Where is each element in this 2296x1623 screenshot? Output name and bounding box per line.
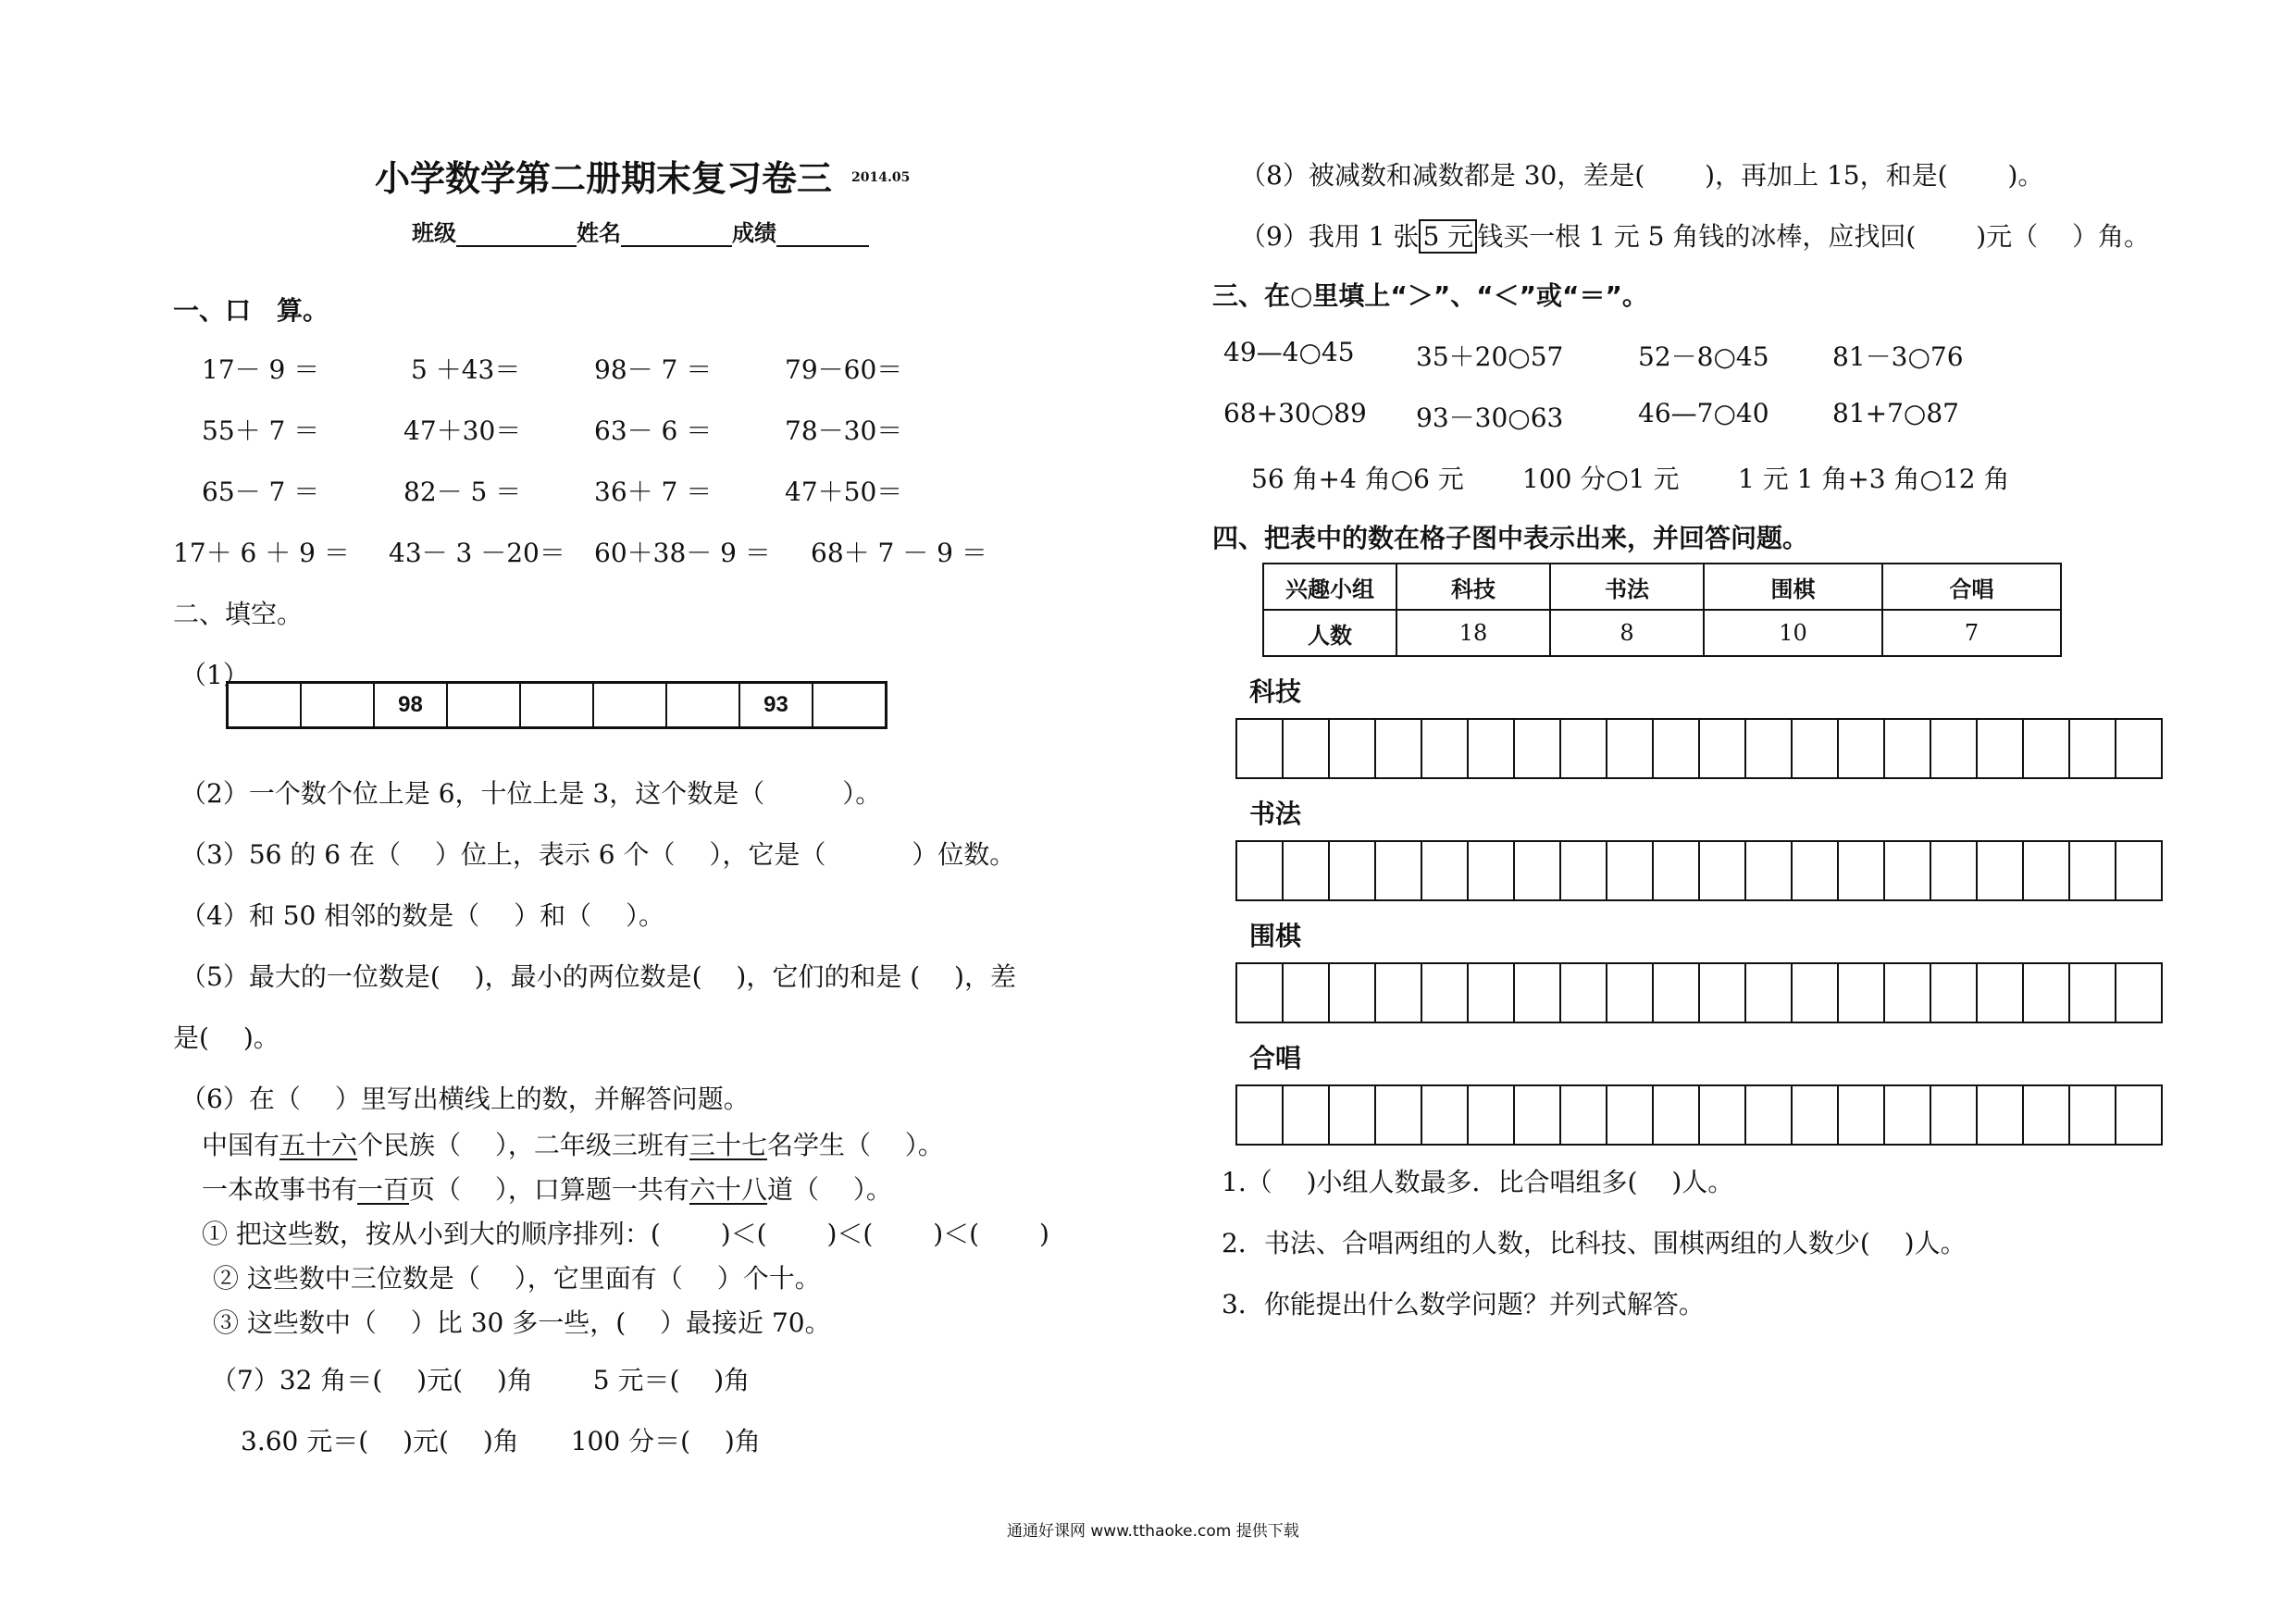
- grid-cell[interactable]: [1237, 720, 1284, 777]
- section4-question: 1.（ )小组人数最多．比合唱组多( )人。: [1222, 1167, 1734, 1197]
- grid-cell[interactable]: [1376, 842, 1422, 899]
- grid-cell[interactable]: [1376, 964, 1422, 1022]
- grid-cell[interactable]: [1330, 842, 1376, 899]
- table-header-cell: 合唱: [1882, 564, 2061, 610]
- text: 个民族（ ），二年级三班有: [357, 1130, 689, 1160]
- grid-cell[interactable]: [1515, 964, 1561, 1022]
- grid-row-weiqi[interactable]: [1235, 962, 2163, 1023]
- compare-item: 52－8○45: [1638, 341, 1769, 372]
- section4-question: 2．书法、合唱两组的人数，比科技、围棋两组的人数少( )人。: [1222, 1228, 1967, 1258]
- grid-cell[interactable]: [1469, 964, 1515, 1022]
- number-box: 93: [740, 684, 813, 726]
- oral-item: 98－ 7 ＝: [594, 354, 713, 385]
- grid-cell[interactable]: [1330, 1086, 1376, 1144]
- grid-cell[interactable]: [2116, 720, 2161, 777]
- underlined-number: 三十七: [689, 1130, 767, 1160]
- footer-source: 通通好课网 www.tthaoke.com 提供下载: [1007, 1522, 1299, 1541]
- grid-cell[interactable]: [1422, 964, 1469, 1022]
- oral-item: 17＋ 6 ＋ 9 ＝: [173, 538, 350, 568]
- grid-cell[interactable]: [1561, 842, 1607, 899]
- oral-item: 47＋50＝: [785, 477, 903, 507]
- oral-item: 63－ 6 ＝: [594, 415, 713, 446]
- grid-cell[interactable]: [1931, 720, 1978, 777]
- grid-cell[interactable]: [2070, 1086, 2116, 1144]
- underlined-number: 五十六: [279, 1130, 358, 1160]
- grid-cell[interactable]: [1700, 964, 1746, 1022]
- question-7: （7）32 角＝( )元( )角 5 元＝( )角: [211, 1365, 751, 1395]
- grid-row-keji[interactable]: [1235, 718, 2163, 779]
- compare-item: 81+7○87: [1832, 398, 1959, 428]
- question-6-item2: ② 这些数中三位数是（ ），它里面有（ ）个十。: [213, 1263, 821, 1294]
- compare-item: 1 元 1 角+3 角○12 角: [1738, 464, 2010, 494]
- student-info-fields: [412, 215, 869, 247]
- grid-cell[interactable]: [1839, 720, 1885, 777]
- grid-cell[interactable]: [2070, 964, 2116, 1022]
- page-title: 小学数学第二册期末复习卷三: [375, 158, 833, 199]
- q1-label: （1）: [180, 660, 249, 690]
- number-box[interactable]: [521, 684, 594, 726]
- grid-cell[interactable]: [1793, 720, 1839, 777]
- score-label: 成绩: [732, 220, 776, 246]
- question-6-line2: [202, 1170, 892, 1207]
- oral-item: 78－30＝: [785, 415, 903, 446]
- grid-cell[interactable]: [1793, 964, 1839, 1022]
- table-header-cell: 围棋: [1704, 564, 1882, 610]
- grid-cell[interactable]: [1284, 842, 1330, 899]
- grid-cell[interactable]: [2024, 842, 2070, 899]
- grid-cell[interactable]: [1376, 1086, 1422, 1144]
- question-7-cont: 3.60 元＝( )元( )角 100 分＝( )角: [241, 1426, 761, 1456]
- number-box[interactable]: [667, 684, 740, 726]
- grid-cell[interactable]: [1839, 842, 1885, 899]
- grid-cell[interactable]: [2116, 842, 2161, 899]
- grid-cell[interactable]: [1885, 1086, 1931, 1144]
- grid-cell[interactable]: [1746, 964, 1793, 1022]
- number-box[interactable]: [302, 684, 375, 726]
- grid-cell[interactable]: [1284, 720, 1330, 777]
- question-6: （6）在（ ）里写出横线上的数，并解答问题。: [180, 1084, 750, 1114]
- score-blank: [776, 223, 869, 247]
- table-cell: 10: [1704, 610, 1882, 656]
- table-header-cell: 书法: [1550, 564, 1704, 610]
- compare-item: 49—4○45: [1223, 337, 1355, 367]
- grid-cell[interactable]: [1885, 842, 1931, 899]
- grid-cell[interactable]: [1469, 720, 1515, 777]
- question-6-item3: ③ 这些数中（ ）比 30 多一些，( ）最接近 70。: [213, 1307, 831, 1338]
- table-cell: 8: [1550, 610, 1704, 656]
- text: （9）我用 1 张: [1240, 221, 1420, 252]
- grid-cell[interactable]: [1931, 1086, 1978, 1144]
- grid-cell[interactable]: [1654, 842, 1700, 899]
- grid-cell[interactable]: [1469, 1086, 1515, 1144]
- underlined-number: 一百: [357, 1174, 410, 1205]
- number-box[interactable]: [229, 684, 302, 726]
- grid-label: 书法: [1249, 799, 1302, 829]
- grid-cell[interactable]: [2024, 964, 2070, 1022]
- section3-heading: 三、在○里填上“＞”、“＜”或“＝”。: [1212, 280, 1648, 311]
- grid-cell[interactable]: [1237, 1086, 1284, 1144]
- table-row: [1263, 564, 2061, 610]
- grid-cell[interactable]: [1237, 842, 1284, 899]
- grid-row-shufa[interactable]: [1235, 840, 2163, 901]
- interest-group-table: [1262, 563, 2062, 657]
- oral-item: 79－60＝: [785, 354, 903, 385]
- number-box[interactable]: [813, 684, 885, 726]
- oral-item: 82－ 5 ＝: [403, 477, 522, 507]
- grid-cell[interactable]: [1654, 720, 1700, 777]
- grid-cell[interactable]: [2070, 720, 2116, 777]
- oral-item: 17－ 9 ＝: [202, 354, 320, 385]
- question-9: [1240, 217, 2150, 254]
- number-sequence-boxes: [226, 681, 887, 729]
- question-8: （8）被减数和减数都是 30，差是( )，再加上 15，和是( )。: [1240, 160, 2044, 191]
- grid-label: 科技: [1249, 676, 1302, 707]
- text: 一本故事书有: [202, 1174, 358, 1205]
- oral-item: 47＋30＝: [403, 415, 522, 446]
- grid-cell[interactable]: [1422, 720, 1469, 777]
- question-5: （5）最大的一位数是( )，最小的两位数是( )，它们的和是 ( )，差: [180, 961, 1016, 992]
- section4-question: 3．你能提出什么数学问题？并列式解答。: [1222, 1289, 1705, 1319]
- table-header-cell: 科技: [1396, 564, 1550, 610]
- question-5-cont: 是( )。: [173, 1022, 279, 1053]
- grid-cell[interactable]: [1700, 720, 1746, 777]
- text: 页（ ），口算题一共有: [409, 1174, 689, 1205]
- grid-cell[interactable]: [1839, 1086, 1885, 1144]
- question-4: （4）和 50 相邻的数是（ ）和（ ）。: [180, 900, 665, 931]
- grid-cell[interactable]: [1978, 964, 2024, 1022]
- grid-cell[interactable]: [1284, 964, 1330, 1022]
- question-6-item1: ① 把这些数，按从小到大的顺序排列：( )＜( )＜( )＜( ): [202, 1219, 1049, 1249]
- text: 中国有: [202, 1130, 280, 1160]
- compare-item: 100 分○1 元: [1522, 464, 1680, 494]
- grid-cell[interactable]: [1561, 964, 1607, 1022]
- grid-cell[interactable]: [1654, 1086, 1700, 1144]
- grid-cell[interactable]: [1885, 720, 1931, 777]
- compare-item: 68+30○89: [1223, 398, 1367, 428]
- grid-cell[interactable]: [1515, 720, 1561, 777]
- grid-cell[interactable]: [1561, 1086, 1607, 1144]
- grid-cell[interactable]: [1376, 720, 1422, 777]
- class-blank: [456, 223, 577, 247]
- boxed-banknote: 5 元: [1419, 219, 1477, 254]
- question-6-line1: [202, 1125, 944, 1162]
- grid-cell[interactable]: [2024, 1086, 2070, 1144]
- compare-item: 35＋20○57: [1416, 341, 1564, 372]
- grid-cell[interactable]: [1978, 842, 2024, 899]
- grid-cell[interactable]: [1746, 720, 1793, 777]
- oral-item: 68＋ 7 － 9 ＝: [811, 538, 987, 568]
- text: 名学生（ ）。: [766, 1130, 944, 1160]
- oral-item: 5 ＋43＝: [411, 354, 521, 385]
- grid-cell[interactable]: [1931, 842, 1978, 899]
- grid-cell[interactable]: [1885, 964, 1931, 1022]
- grid-cell[interactable]: [1700, 842, 1746, 899]
- oral-item: 43－ 3 －20＝: [389, 538, 565, 568]
- grid-cell[interactable]: [2116, 1086, 2161, 1144]
- section1-heading: 一、口 算。: [173, 295, 329, 326]
- grid-cell[interactable]: [1330, 720, 1376, 777]
- compare-item: 81－3○76: [1832, 341, 1964, 372]
- grid-cell[interactable]: [1237, 964, 1284, 1022]
- grid-cell[interactable]: [1978, 720, 2024, 777]
- compare-item: 46—7○40: [1638, 398, 1769, 428]
- grid-cell[interactable]: [1422, 842, 1469, 899]
- question-2: （2）一个数个位上是 6，十位上是 3，这个数是（ ）。: [180, 778, 882, 809]
- grid-cell[interactable]: [1515, 1086, 1561, 1144]
- grid-cell[interactable]: [1284, 1086, 1330, 1144]
- oral-item: 60＋38－ 9 ＝: [594, 538, 771, 568]
- question-3: （3）56 的 6 在（ ）位上，表示 6 个（ ），它是（ ）位数。: [180, 839, 1016, 870]
- number-box: 98: [375, 684, 448, 726]
- compare-item: 56 角+4 角○6 元: [1251, 464, 1464, 494]
- grid-cell[interactable]: [1561, 720, 1607, 777]
- grid-cell[interactable]: [1607, 964, 1654, 1022]
- grid-cell[interactable]: [2116, 964, 2161, 1022]
- grid-cell[interactable]: [1839, 964, 1885, 1022]
- table-cell: 人数: [1263, 610, 1396, 656]
- grid-cell[interactable]: [1793, 1086, 1839, 1144]
- underlined-number: 六十八: [689, 1174, 767, 1205]
- grid-label: 合唱: [1249, 1043, 1302, 1073]
- table-cell: 7: [1882, 610, 2061, 656]
- grid-cell[interactable]: [1330, 964, 1376, 1022]
- number-box[interactable]: [594, 684, 667, 726]
- section2-heading: 二、填空。: [173, 599, 304, 629]
- grid-label: 围棋: [1249, 921, 1302, 951]
- text: 钱买一根 1 元 5 角钱的冰棒，应找回( )元（ ）角。: [1477, 221, 2151, 252]
- grid-cell[interactable]: [1978, 1086, 2024, 1144]
- section4-heading: 四、把表中的数在格子图中表示出来，并回答问题。: [1212, 523, 1809, 553]
- table-header-cell: 兴趣小组: [1263, 564, 1396, 610]
- grid-cell[interactable]: [1515, 842, 1561, 899]
- grid-cell[interactable]: [1793, 842, 1839, 899]
- compare-item: 93－30○63: [1416, 403, 1564, 433]
- number-box[interactable]: [448, 684, 521, 726]
- oral-item: 36＋ 7 ＝: [594, 477, 713, 507]
- grid-cell[interactable]: [2070, 842, 2116, 899]
- oral-item: 55＋ 7 ＝: [202, 415, 320, 446]
- class-label: 班级: [412, 220, 456, 246]
- grid-cell[interactable]: [1931, 964, 1978, 1022]
- grid-cell[interactable]: [1469, 842, 1515, 899]
- grid-cell[interactable]: [1607, 1086, 1654, 1144]
- grid-cell[interactable]: [1607, 720, 1654, 777]
- grid-cell[interactable]: [1607, 842, 1654, 899]
- grid-cell[interactable]: [1700, 1086, 1746, 1144]
- exam-date: 2014.05: [851, 170, 911, 185]
- table-row: [1263, 610, 2061, 656]
- name-label: 姓名: [577, 220, 621, 246]
- text: 道（ ）。: [766, 1174, 892, 1205]
- grid-cell[interactable]: [2024, 720, 2070, 777]
- table-cell: 18: [1396, 610, 1550, 656]
- grid-cell[interactable]: [1746, 1086, 1793, 1144]
- grid-row-hechang[interactable]: [1235, 1084, 2163, 1146]
- oral-item: 65－ 7 ＝: [202, 477, 320, 507]
- grid-cell[interactable]: [1422, 1086, 1469, 1144]
- grid-cell[interactable]: [1746, 842, 1793, 899]
- grid-cell[interactable]: [1654, 964, 1700, 1022]
- name-blank: [621, 223, 732, 247]
